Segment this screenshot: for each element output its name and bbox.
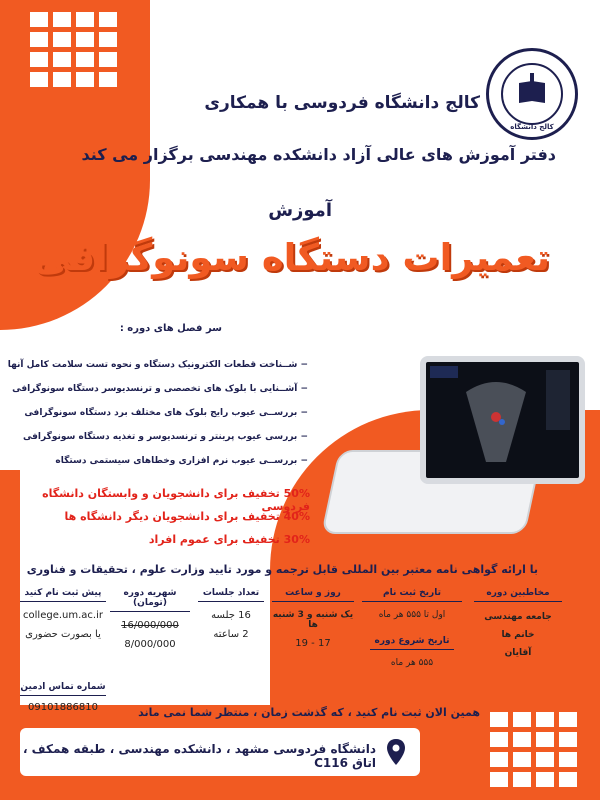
registration-website[interactable]: college.um.ac.ir — [23, 610, 103, 621]
course-title: تعمیرات دستگاه سونوگرافی — [33, 236, 550, 279]
discount-item: 40% تخفیف برای دانشجویان دیگر دانشگاه ها — [64, 510, 310, 523]
university-logo — [486, 48, 578, 140]
registration-date-column — [362, 588, 462, 668]
tuition-header: شهریه دوره (تومان) — [123, 588, 177, 608]
admin-contact-header: شماره تماس ادمین — [20, 682, 106, 692]
organizer-line: دفتر آموزش های عالی آزاد دانشکده مهندسی برگزار می کند — [81, 145, 556, 164]
audience-header: مخاطبین دوره — [486, 588, 550, 598]
registration-column — [20, 588, 106, 640]
sessions-count: 16 جلسه — [211, 610, 251, 621]
start-date-value: ۵۵۵ هر ماه — [390, 658, 434, 668]
audience-line: آقایان — [504, 648, 532, 658]
training-label: آموزش — [268, 200, 332, 221]
day-time-hours: 19 - 17 — [295, 638, 331, 649]
syllabus-item: − بررســی عیوب رایج بلوک های مختلف برد دستگاه سونوگرافی — [24, 408, 308, 418]
square-pattern-top — [30, 12, 117, 87]
certificate-note: با ارائه گواهی نامه معتبر بین المللی قابل ترجمه و مورد تایید وزارت علوم ، تحقیقات و فناوری — [26, 563, 538, 576]
syllabus-item: − بررســی عیوب نرم افزاری وخطاهای سیستمی دستگاه — [55, 456, 308, 466]
discount-list — [0, 487, 310, 556]
address-box — [20, 728, 420, 776]
day-time-days: یک شنبه و 3 شنبه ها — [272, 610, 354, 630]
registration-in-person: یا بصورت حضوری — [25, 629, 101, 640]
syllabus-item: − آشــنایی با بلوک های تخصصی و ترنسدیوسر دستگاه سونوگرافی — [12, 384, 308, 394]
day-time-header: روز و ساعت — [285, 588, 341, 598]
admin-contact — [20, 682, 106, 713]
start-date-header: تاریخ شروع دوره — [374, 636, 450, 646]
registration-date-value: اول تا ۵۵۵ هر ماه — [378, 610, 446, 620]
sessions-duration: 2 ساعته — [213, 629, 249, 640]
admin-phone[interactable]: 09101886810 — [28, 702, 98, 713]
tuition-column — [110, 588, 190, 650]
address-text: دانشگاه فردوسی مشهد ، دانشکده مهندسی ، طبقه همکف ، اتاق C116 — [22, 742, 376, 770]
ultrasound-device-image — [420, 356, 585, 484]
syllabus-item: − بررسی عیوب پرینتر و ترنسدیوسر و تغذیه دستگاه سونوگرافی — [22, 432, 308, 442]
audience-line: خانم ها — [501, 630, 535, 640]
call-to-action: همین الان ثبت نام کنید ، که گذشت زمان ، منتظر شما نمی ماند — [138, 706, 480, 719]
sessions-header: تعداد جلسات — [202, 588, 260, 598]
syllabus-list — [8, 353, 308, 473]
day-time-column — [272, 588, 354, 649]
discount-item: 50% تخفیف برای دانشجویان و وابستگان دانشگاه فردوسی — [42, 487, 310, 513]
collaboration-line: کالج دانشگاه فردوسی با همکاری — [204, 93, 480, 113]
location-pin-icon — [386, 738, 406, 766]
tuition-original-price: 16/000/000 — [121, 620, 179, 631]
square-pattern-bottom — [490, 712, 577, 787]
registration-date-header: تاریخ ثبت نام — [382, 588, 441, 598]
syllabus-heading: سر فصل های دوره : — [119, 323, 222, 334]
registration-header: پیش ثبت نام کنید — [24, 588, 102, 598]
sessions-column — [198, 588, 264, 640]
audience-line: جامعه مهندسی — [484, 612, 552, 622]
discount-item: 30% تخفیف برای عموم افراد — [148, 533, 310, 546]
syllabus-item: − شــناخت قطعات الکترونیک دستگاه و نحوه تست سلامت کامل آنها — [7, 360, 308, 370]
audience-column — [474, 588, 562, 662]
tuition-discounted-price: 8/000/000 — [124, 639, 176, 650]
logo-caption: کالج دانشگاه — [510, 123, 554, 131]
